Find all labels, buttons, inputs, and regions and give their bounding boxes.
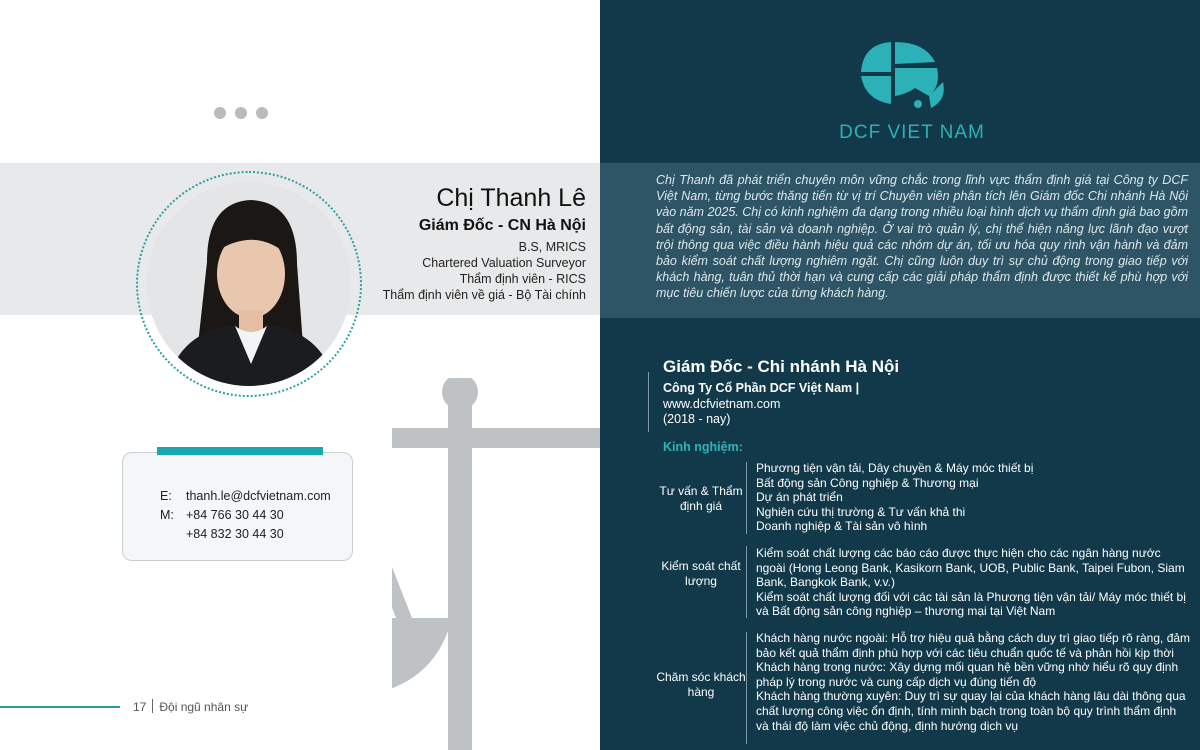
- list-item: Bất động sản Công nghiệp & Thương mại: [756, 475, 979, 490]
- page-dots: [214, 107, 268, 119]
- category-items: [756, 461, 1192, 534]
- brand-name: DCF VIET NAM: [839, 122, 985, 143]
- email-label: E:: [160, 489, 172, 503]
- category-items: [756, 631, 1192, 733]
- phone-number[interactable]: +84 832 30 44 30: [186, 527, 284, 541]
- phone-label: M:: [160, 508, 174, 522]
- category-label: Chăm sóc khách hàng: [656, 670, 746, 699]
- category-label: Kiểm soát chất lượng: [661, 559, 741, 588]
- phone-row: [160, 508, 284, 522]
- category-divider: [746, 632, 747, 744]
- balance-scale-icon: [392, 378, 600, 750]
- contact-accent-bar: [157, 447, 323, 455]
- divider-line: [648, 372, 649, 432]
- list-item: Phương tiện vận tải, Dây chuyền & Máy móc thiết bị: [756, 461, 1034, 475]
- list-item: Dự án phát triển: [756, 490, 843, 505]
- list-item: Nghiên cứu thị trường & Tư vấn khả thi: [756, 504, 966, 519]
- email-link[interactable]: thanh.le@dcfvietnam.com: [186, 489, 331, 503]
- email-row: [160, 489, 331, 503]
- person-name: Chị Thanh Lê: [436, 184, 586, 212]
- company-name: Công Ty Cổ Phần DCF Việt Nam |: [663, 381, 860, 395]
- category-label: Tư vấn & Thẩm định giá: [659, 484, 743, 513]
- list-item: Kiểm soát chất lượng các báo cáo được thực hiện cho các ngân hàng nước ngoài (Hong Leong Bank, Kasikorn Bank, UOB, Public Bank, Taipei Fubon, Siam Bank, Bangkok Bank, v.v.): [756, 546, 1185, 590]
- credential-item: Thẩm định viên về giá - Bộ Tài chính: [382, 288, 586, 302]
- section-name: Đội ngũ nhân sự: [159, 700, 249, 714]
- page-footer: [133, 699, 248, 714]
- right-page: [600, 0, 1200, 750]
- website-link[interactable]: www.dcfvietnam.com: [663, 397, 781, 411]
- category-items: [756, 546, 1192, 619]
- credentials-list: [383, 239, 586, 303]
- contact-card: [122, 452, 353, 561]
- credential-item: Chartered Valuation Surveyor: [422, 256, 586, 270]
- list-item: Kiểm soát chất lượng đối với các tài sản là Phương tiện vận tải/ Máy móc thiết bị và Bất động sản công nghiệp – thương mại tại Việt Nam: [756, 589, 1186, 619]
- tenure-period: (2018 - nay): [663, 412, 731, 426]
- phone-row: [160, 527, 284, 541]
- phone-number[interactable]: +84 766 30 44 30: [186, 508, 284, 522]
- category-divider: [746, 546, 747, 618]
- footer-rule: [0, 706, 120, 708]
- list-item: Khách hàng thường xuyên: Duy trì sự quay lại của khách hàng lâu dài thông qua chất lượng công việc ổn định, tính minh bạch trong toàn bộ quy trình thẩm định và thái độ làm việc chủ động, định hướng dịch vụ: [756, 689, 1186, 733]
- experience-heading: Kinh nghiệm:: [663, 440, 743, 454]
- credential-item: B.S, MRICS: [518, 240, 586, 254]
- bio-paragraph: Chị Thanh đã phát triển chuyên môn vững chắc trong lĩnh vực thẩm định giá tại Công ty DCF Việt Nam, từng bước thăng tiến từ vị trí Chuyên viên phân tích lên Giám đốc Chi nhánh Hà Nội vào năm 2025. Chị có kinh nghiệm đa dạng trong nhiều loại hình dịch vụ thẩm định giá bao gồm bất động sản, tài sản và doanh nghiệp. Ở vai trò quản lý, chị thể hiện năng lực lãnh đạo vượt trội thông qua việc điều hành hiệu quả các nhóm dự án, tối ưu hóa quy rình vận hành và đảm bảo kiểm soát chất lượng nghiêm ngặt. Chị cũng luôn duy trì sự chủ động trong giao tiếp với khách hàng, tuân thủ thời hạn và cung cấp các giải pháp thẩm định được thiết kế phù hợp với mục tiêu chiến lược của từng khách hàng.: [656, 173, 1188, 301]
- dcf-logo-icon: [855, 38, 947, 110]
- list-item: Doanh nghiệp & Tài sản vô hình: [756, 519, 928, 534]
- page-number: 17: [133, 700, 147, 714]
- profile-photo: [147, 182, 351, 386]
- credential-item: Thẩm định viên - RICS: [459, 272, 586, 286]
- list-item: Khách hàng trong nước: Xây dựng mối quan hệ bền vững nhờ hiểu rõ quy định pháp lý trong nước và cung cấp dịch vụ đúng tiến độ: [756, 660, 1179, 689]
- person-title: Giám Đốc - CN Hà Nội: [418, 217, 586, 234]
- category-divider: [746, 462, 747, 534]
- position-title: Giám Đốc - Chi nhánh Hà Nội: [663, 357, 900, 376]
- list-item: Khách hàng nước ngoài: Hỗ trợ hiệu quả bằng cách duy trì giao tiếp rõ ràng, đảm bảo kết quả thẩm định phù hợp với các tiêu chuẩn quốc tế và phản hồi kịp thời: [756, 631, 1191, 660]
